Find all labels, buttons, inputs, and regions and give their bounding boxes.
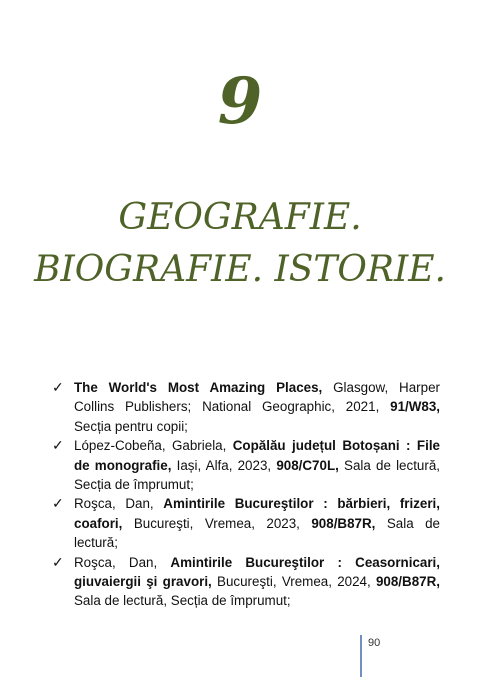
entry-call-number: 908/B87R,: [311, 515, 376, 531]
footer-divider: [360, 635, 362, 677]
entry-publication: Bucureşti, Vremea, 2023,: [122, 515, 312, 531]
entry-publication: Glasgow, Harper Collins Publishers; National Geographic, 2021,: [74, 380, 440, 415]
entry-author: Roşca, Dan,: [74, 554, 171, 570]
entry-call-number: 908/C70L,: [276, 457, 339, 473]
bibliography-entry: [52, 378, 440, 436]
entry-location: Sala de lectură, Secția de împrumut;: [74, 457, 440, 493]
entry-author: López-Cobeña, Gabriela,: [74, 438, 233, 454]
bibliography-entry: [52, 553, 440, 611]
chapter-title: [0, 192, 480, 296]
entry-location: Sala de lectură;: [74, 515, 440, 551]
checkmark-icon: ✓: [52, 437, 64, 454]
bibliography-entry: [52, 436, 440, 494]
chapter-title-line-1: GEOGRAFIE.: [118, 197, 362, 238]
checkmark-icon: ✓: [52, 553, 64, 570]
entry-location: Sala de lectură, Secția de împrumut;: [74, 593, 291, 609]
entry-publication: Bucureşti, Vremea, 2024,: [211, 574, 376, 590]
checkmark-icon: ✓: [52, 495, 64, 512]
entry-publication: Iași, Alfa, 2023,: [171, 457, 277, 473]
checkmark-icon: ✓: [52, 379, 64, 395]
entry-title: Amintirile Bucureştilor : bărbieri, frizeri, coafori,: [74, 496, 441, 531]
bibliography-entry: [52, 494, 440, 552]
entry-call-number: 908/B87R,: [375, 574, 440, 590]
entry-title: Amintirile Bucureştilor : Ceasornicari, giuvaiergii şi gravori,: [74, 554, 440, 590]
entry-title: The World's Most Amazing Places,: [74, 380, 323, 395]
bibliography-list: [52, 378, 440, 611]
chapter-title-line-2: BIOGRAFIE. ISTORIE.: [34, 249, 446, 290]
entry-title: Copălău județul Botoșani : File de monografie,: [74, 438, 440, 473]
entry-call-number: 91/W83,: [390, 399, 440, 415]
entry-author: Roşca, Dan,: [74, 496, 164, 512]
entry-location: Secția pentru copii;: [74, 418, 188, 434]
page-number: 90: [368, 637, 381, 649]
chapter-number: 9: [217, 64, 263, 139]
